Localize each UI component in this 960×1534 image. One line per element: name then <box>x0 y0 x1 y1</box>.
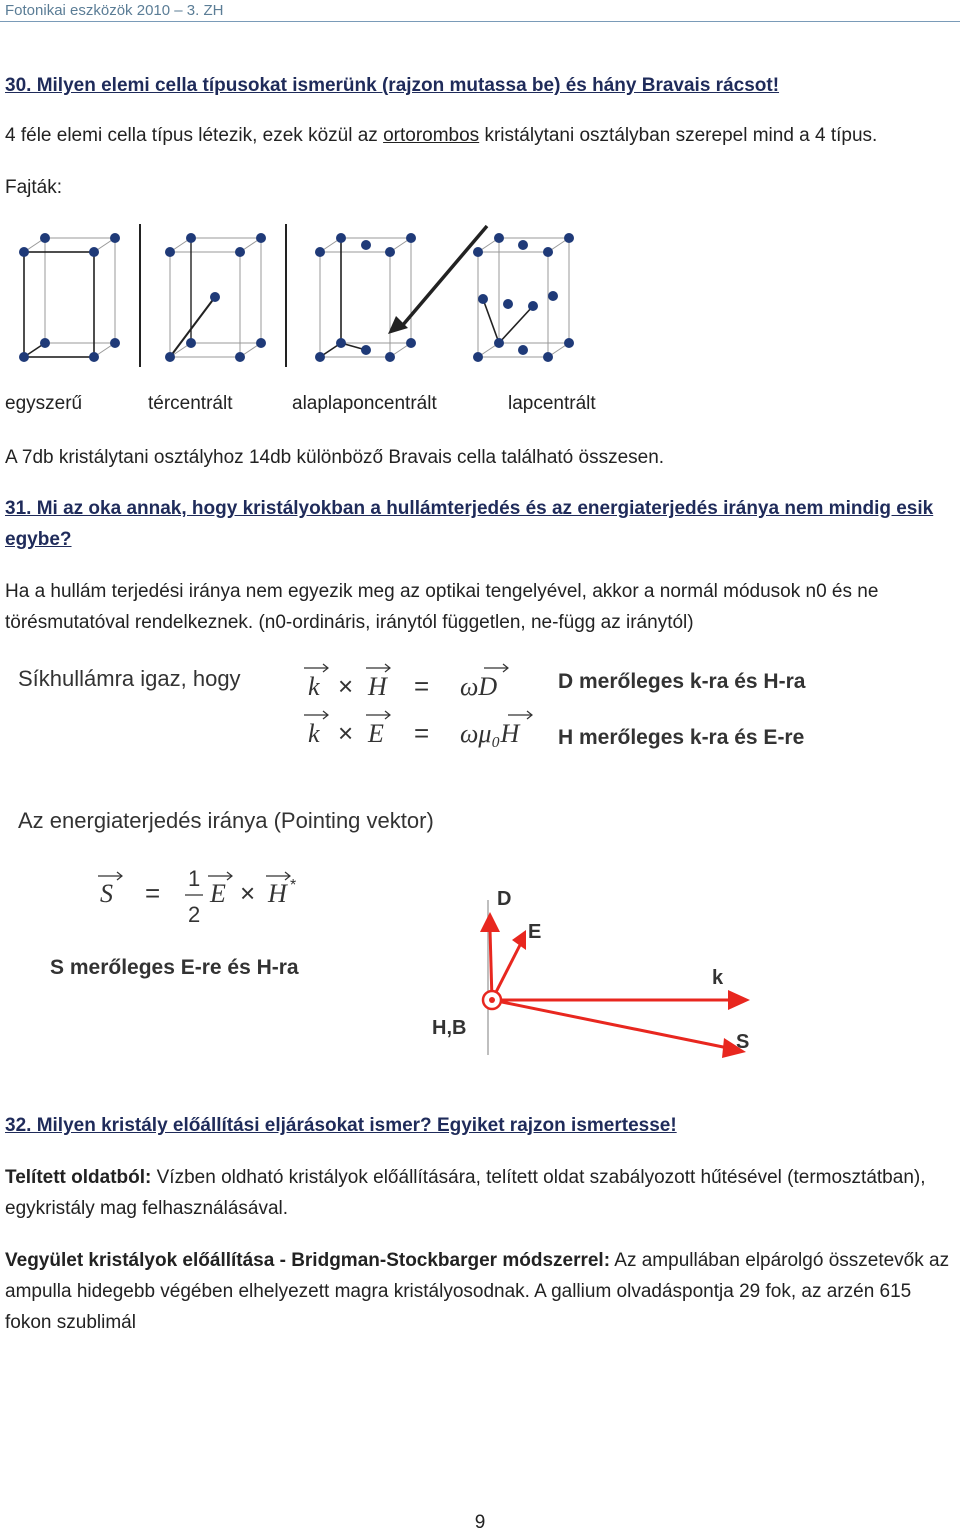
equation-2 <box>304 711 532 748</box>
question-30-title: 30. Milyen elemi cella típusokat ismerünk (rajzon mutassa be) és hány Bravais rácsot! <box>5 75 780 96</box>
vector-label-s: S <box>736 1031 750 1053</box>
vector-label-k: k <box>712 967 724 989</box>
svg-text:H: H <box>268 879 287 908</box>
cell-label-face-centered: lapcentrált <box>508 393 596 414</box>
svg-text:k: k <box>308 672 320 701</box>
cell-label-body-centered: tércentrált <box>148 393 233 414</box>
note-h-perpendicular: H merőleges k-ra és E-re <box>558 726 805 749</box>
q30-line1-pre: 4 féle elemi cella típus létezik, ezek közül az <box>5 125 384 146</box>
bridgman-heading: Vegyület kristályok előállítása - Bridgman-Stockbarger módszerrel: <box>5 1250 611 1271</box>
svg-text:=: = <box>414 718 430 748</box>
note-d-perpendicular: D merőleges k-ra és H-ra <box>558 670 806 693</box>
poynting-equation <box>98 866 296 927</box>
svg-text:ωD: ωD <box>460 672 498 701</box>
question-32-title: 32. Milyen kristály előállítási eljárásokat ismer? Egyiket rajzon ismertesse! <box>5 1115 677 1136</box>
svg-text:1: 1 <box>188 866 201 891</box>
simple-cell-drawing <box>24 238 115 357</box>
cell-label-base-centered: alaplaponcentrált <box>292 393 437 414</box>
base-centered-cell-drawing <box>320 226 487 357</box>
fajtak-label: Fajták: <box>5 177 63 198</box>
svg-text:k: k <box>308 719 320 748</box>
svg-text:×: × <box>338 718 354 748</box>
svg-text:×: × <box>338 671 354 701</box>
q32-paragraph-2 <box>5 1245 950 1338</box>
svg-text:ωμ₀H: ωμ₀H <box>460 719 520 748</box>
svg-text:2: 2 <box>188 902 201 927</box>
equation-1 <box>304 664 508 701</box>
svg-text:=: = <box>145 878 161 908</box>
svg-text:E: E <box>210 879 226 908</box>
question-31-title: 31. Mi az oka annak, hogy kristályokban a hullámterjedés és az energiaterjedés iránya nem mindig esik egybe? <box>5 498 934 550</box>
q30-line1 <box>5 124 877 148</box>
vector-label-d: D <box>497 888 512 910</box>
saturated-solution-text: Vízben oldható kristályok előállítására, telített oldat szabályozott hűtésével (termosztátban), egykristály mag felhasználásával. <box>5 1167 926 1219</box>
svg-text:=: = <box>414 671 430 701</box>
svg-text:S: S <box>100 879 113 908</box>
svg-text:*: * <box>290 877 297 894</box>
svg-text:E: E <box>368 719 384 748</box>
bridgman-text: Az ampullában elpárolgó összetevők az ampulla hidegebb végében elhelyezett magra kristályosodnak. A gallium olvadáspontja 29 fok, az arzén 615 fokon szublimál <box>5 1250 950 1333</box>
cell-label-simple: egyszerű <box>5 393 83 414</box>
plane-wave-intro: Síkhullámra igaz, hogy <box>18 666 241 691</box>
poynting-title: Az energiaterjedés iránya (Pointing vektor) <box>18 808 434 833</box>
q31-answer: Ha a hullám terjedési iránya nem egyezik meg az optikai tengelyével, akkor a normál módusok n0 és ne törésmutatóval rendelkeznek. (n0-ordináris, iránytól független, ne-függ az iránytól) <box>5 581 879 633</box>
saturated-solution-heading: Telített oldatból: <box>5 1167 152 1188</box>
vector-label-hb: H,B <box>432 1017 467 1039</box>
vector-label-e: E <box>528 921 542 943</box>
vector-diagram <box>432 888 750 1058</box>
svg-text:×: × <box>240 878 256 908</box>
ortorombos-link[interactable]: ortorombos <box>383 125 480 146</box>
note-s-perpendicular: S merőleges E-re és H-ra <box>50 956 299 979</box>
page-number: 9 <box>474 1512 486 1533</box>
q32-paragraph-1 <box>5 1162 950 1224</box>
unit-cells-figure <box>10 222 590 372</box>
q30-line1-post: kristálytani osztályban szerepel mind a 4 típus. <box>479 125 878 146</box>
svg-text:H: H <box>368 672 387 701</box>
bravais-summary: A 7db kristálytani osztályhoz 14db különböző Bravais cella található összesen. <box>5 447 665 468</box>
running-header: Fotonikai eszközök 2010 – 3. ZH <box>0 0 960 22</box>
plane-wave-figure <box>10 650 890 1070</box>
